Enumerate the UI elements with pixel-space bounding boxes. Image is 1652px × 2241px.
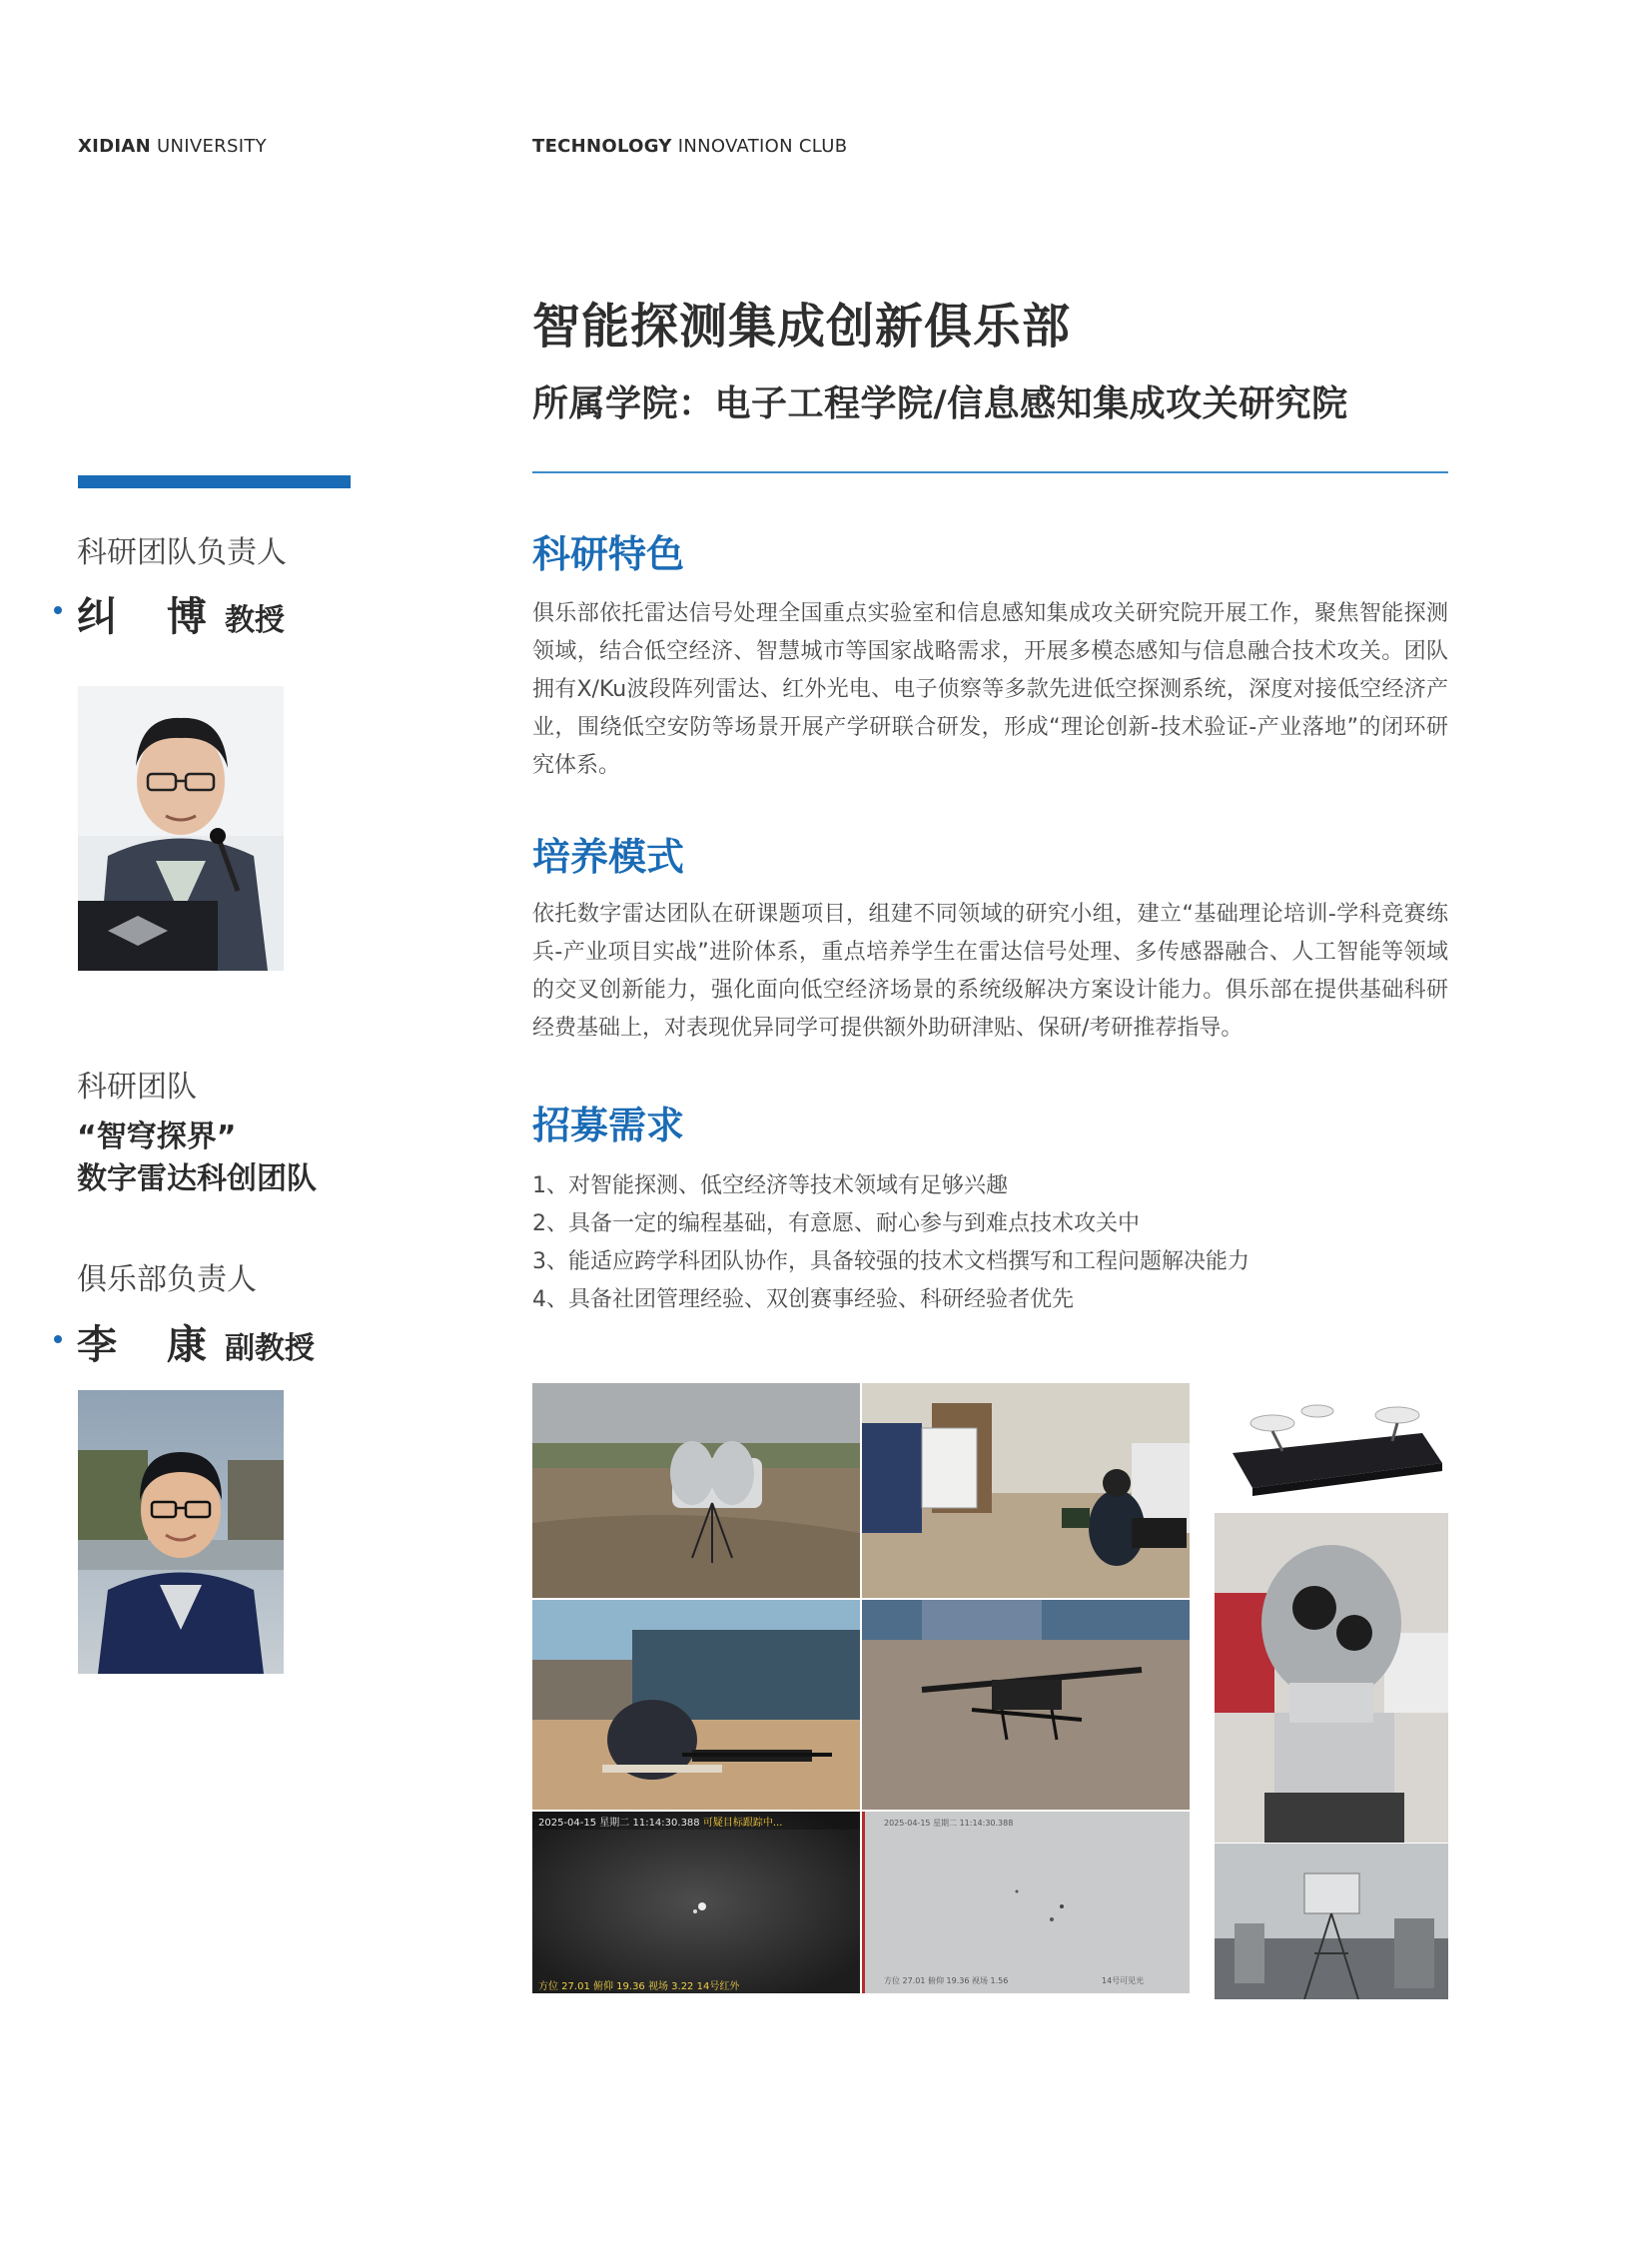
club-leader-name-row (77, 1313, 315, 1370)
recruit-heading: 招募需求 (532, 1104, 685, 1147)
field-radar-photo (532, 1383, 860, 1598)
training-text: 依托数字雷达团队在研课题项目，组建不同领域的研究小组，建立“基础理论培训-学科竞赛练兵-产业项目实战”进阶体系，重点培养学生在雷达信号处理、多传感器融合、人工智能等领域的交叉创新能力，强化面向低空经济场景的系统级解决方案设计能力。俱乐部在提供基础科研经费基础上，对表现优异同学可提供额外助研津贴、保研/考研推荐指导。 (532, 902, 1448, 1041)
vis-bottom-right: 14号可见光 (1102, 1976, 1145, 1985)
header-club-rest: INNOVATION CLUB (677, 136, 848, 157)
club-leader-label: 俱乐部负责人 (77, 1262, 257, 1297)
rooftop-radar-photo (1215, 1844, 1448, 1999)
team-name (77, 1117, 317, 1200)
header-club (532, 136, 847, 157)
sidebar-accent-bar (78, 475, 351, 488)
receiver-device-photo (1213, 1393, 1448, 1503)
infrared-view-photo (532, 1812, 860, 1993)
recruit-item: 2、具备一定的编程基础，有意愿、耐心参与到难点技术攻关中 (532, 1211, 1140, 1236)
leader-name: 纠 博 (77, 594, 225, 640)
ir-bottom: 方位 27.01 俯仰 19.36 视场 3.22 14号红外 (538, 1981, 740, 1992)
header-club-bold: TECHNOLOGY (532, 136, 672, 157)
page-title: 智能探测集成创新俱乐部 (532, 299, 1072, 355)
recruit-item: 1、对智能探测、低空经济等技术领域有足够兴趣 (532, 1173, 1008, 1198)
recruit-list (532, 1167, 1249, 1319)
leader-photo (78, 686, 284, 971)
title-divider (532, 471, 1448, 473)
club-leader-bullet-icon (54, 1335, 62, 1343)
ir-timestamp: 2025-04-15 星期二 11:14:30.388 (538, 1818, 700, 1829)
page-subtitle: 所属学院：电子工程学院/信息感知集成攻关研究院 (532, 383, 1348, 424)
visible-view-photo (862, 1812, 1190, 1993)
electro-optical-turret-photo (1215, 1513, 1448, 1843)
header-university-bold: XIDIAN (78, 136, 152, 157)
drone-rooftop-photo (862, 1600, 1190, 1810)
club-leader-photo (78, 1390, 284, 1674)
leader-label: 科研团队负责人 (77, 535, 287, 570)
leader-bullet-icon (54, 606, 62, 614)
team-name-line1: “智穹探界” (77, 1120, 237, 1154)
recruit-item: 4、具备社团管理经验、双创赛事经验、科研经验者优先 (532, 1287, 1074, 1312)
team-name-line2: 数字雷达科创团队 (77, 1161, 317, 1196)
leader-title: 教授 (224, 603, 285, 638)
research-text: 俱乐部依托雷达信号处理全国重点实验室和信息感知集成攻关研究院开展工作，聚焦智能探测领域，结合低空经济、智慧城市等国家战略需求，开展多模态感知与信息融合技术攻关。团队拥有X/Ku波段阵列雷达、红外光电、电子侦察等多款先进低空探测系统，深度对接低空经济产业，围绕低空安防等场景开展产学研联合研发，形成“理论创新-技术验证-产业落地”的闭环研究体系。 (532, 601, 1448, 778)
vis-timestamp: 2025-04-15 星期二 11:14:30.388 (884, 1819, 1014, 1828)
header-university-rest: UNIVERSITY (157, 136, 267, 157)
club-leader-name: 李 康 (77, 1322, 225, 1368)
team-label: 科研团队 (77, 1070, 197, 1105)
recruit-item: 3、能适应跨学科团队协作，具备较强的技术文档撰写和工程问题解决能力 (532, 1249, 1249, 1274)
header-university (78, 136, 267, 157)
training-heading: 培养模式 (532, 835, 685, 879)
leader-name-row (77, 585, 285, 642)
ir-status: 可疑目标跟踪中... (702, 1818, 783, 1829)
vis-bottom: 方位 27.01 俯仰 19.36 视场 1.56 (884, 1976, 1009, 1985)
club-leader-title: 副教授 (224, 1331, 315, 1366)
drone-team-photo (532, 1600, 860, 1810)
indoor-lab-photo (862, 1383, 1190, 1598)
research-heading: 科研特色 (532, 532, 685, 576)
